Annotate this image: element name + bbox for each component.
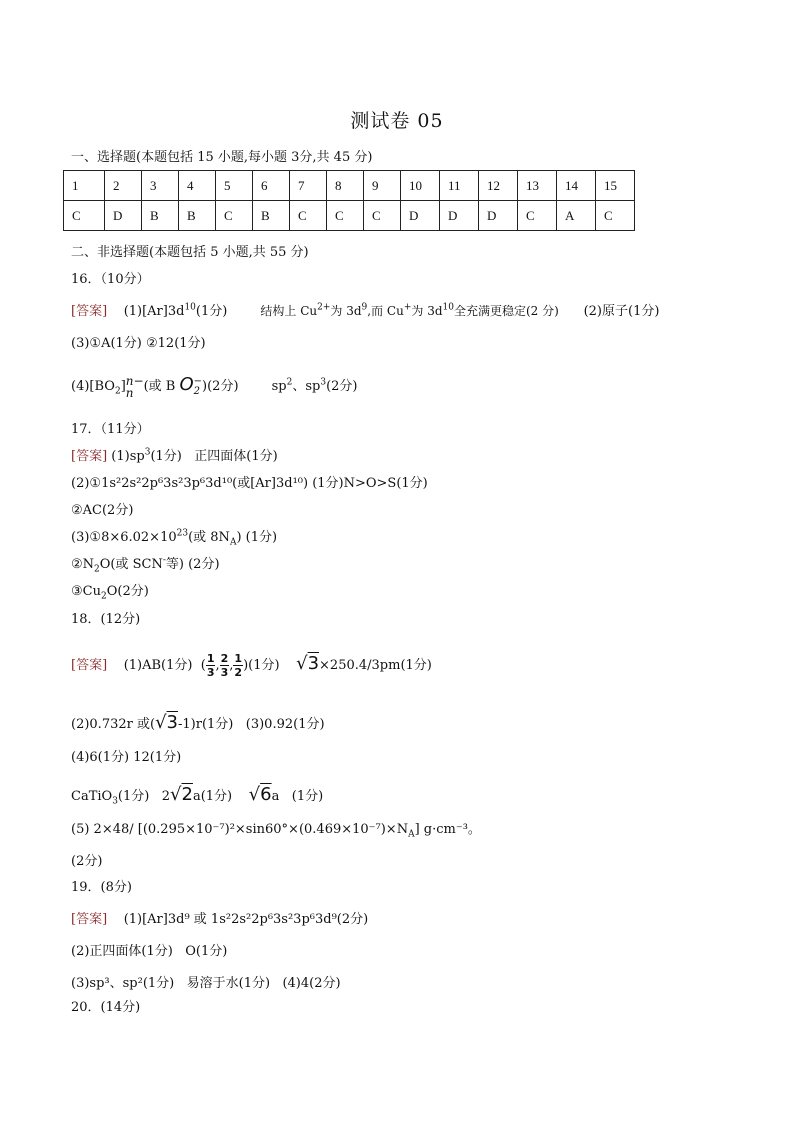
q16-line3	[71, 374, 357, 399]
q18-line4	[71, 784, 323, 805]
q16-line2: (3)①A(1分) ②12(1分)	[71, 336, 206, 351]
text: 2	[234, 666, 243, 679]
text: 为 3d	[411, 304, 443, 318]
table-cell-answer: C	[518, 201, 557, 231]
text: A	[408, 829, 415, 840]
text: a (1分)	[271, 789, 324, 804]
text: (或 8N	[188, 530, 230, 545]
table-cell-answer: D	[440, 201, 479, 231]
text: 2	[114, 386, 121, 397]
q18-header: 18．(12分)	[71, 612, 141, 627]
text: -1)r(1分) (3)0.92(1分)	[178, 717, 325, 732]
answer-tag: [答案]	[71, 912, 108, 927]
text: ] g·cm⁻³。	[414, 822, 481, 837]
table-cell-number: 6	[253, 171, 290, 201]
table-cell-number: 7	[290, 171, 327, 201]
text: ]	[120, 379, 126, 394]
table-cell-answer: C	[596, 201, 635, 231]
text: sp	[271, 379, 287, 394]
table-cell-answer: D	[105, 201, 142, 231]
sqrt-symbol: √3	[155, 712, 178, 733]
q18-line6: (2分)	[71, 854, 103, 869]
text: (或 B	[143, 379, 176, 394]
text: 3	[307, 653, 320, 674]
table-cell-answer: C	[327, 201, 364, 231]
table-cell-number: 3	[142, 171, 179, 201]
text: 全充满更稳定(2 分)	[453, 304, 559, 318]
text: 2+	[317, 302, 331, 313]
table-cell-answer: A	[557, 201, 596, 231]
text: (1)sp	[111, 449, 145, 464]
q17-header: 17．（11分）	[71, 422, 150, 437]
text: 10	[442, 302, 454, 313]
answer-tag: [答案]	[71, 449, 108, 464]
q18-line3: (4)6(1分) 12(1分)	[71, 750, 182, 765]
q20-header: 20．(14分)	[71, 1000, 141, 1015]
q18-line1: [答案] (1)AB(1分) ( $\frac{1}{3}$ , $\frac{2}{3}$ , $\frac{1}{2}$ )(1分) √3×250.4/3pm(1分)	[71, 652, 432, 679]
text: ③Cu	[71, 584, 101, 599]
text: 1	[234, 652, 243, 665]
text: ) (1分)	[236, 530, 278, 545]
text: ,而 Cu	[367, 304, 404, 318]
text: a(1分)	[192, 789, 233, 804]
text: (2分)	[326, 379, 358, 394]
text: (1)[Ar]3d⁹ 或 1s²2s²2p⁶3s²3p⁶3d⁹(2分)	[123, 912, 369, 927]
text: (4)[BO	[71, 379, 115, 394]
text: −	[193, 375, 203, 387]
table-cell-number: 1	[64, 171, 105, 201]
text: (2)0.732r 或(	[71, 717, 156, 732]
q17-line3: ②AC(2分)	[71, 503, 134, 518]
table-cell-answer: C	[216, 201, 253, 231]
answer-tag: [答案]	[71, 304, 108, 319]
table-cell-number: 10	[401, 171, 440, 201]
text: n	[125, 385, 134, 400]
text: ②N	[71, 557, 95, 572]
q18-line2	[71, 712, 325, 733]
text: 等) (2分)	[165, 557, 220, 572]
q17-line4	[71, 526, 278, 548]
table-cell-number: 8	[327, 171, 364, 201]
answer-key-table	[63, 170, 635, 231]
sqrt-symbol: √3	[296, 653, 320, 674]
text: O(2分)	[106, 584, 149, 599]
text: (1)[Ar]3d	[123, 304, 185, 319]
text: 2	[193, 385, 201, 397]
text: -	[162, 555, 166, 566]
q19-line3: (3)sp³、sp²(1分) 易溶于水(1分) (4)4(2分)	[71, 976, 341, 991]
text: 2	[100, 591, 107, 602]
sqrt-symbol: √6	[248, 784, 272, 805]
text: (3)①8×6.02×10	[71, 530, 177, 545]
table-cell-number: 9	[364, 171, 401, 201]
text: A	[229, 537, 237, 548]
table-cell-number: 14	[557, 171, 596, 201]
page-title: 测试卷 05	[350, 110, 444, 132]
text: +	[403, 302, 412, 313]
text: 2	[220, 652, 229, 665]
text: n−	[125, 373, 144, 388]
table-cell-number: 13	[518, 171, 557, 201]
table-cell-number: 4	[179, 171, 216, 201]
text: 23	[176, 528, 189, 539]
q16-header: 16．（10分）	[71, 272, 150, 287]
text: (1分) 2	[117, 789, 171, 804]
table-cell-number: 2	[105, 171, 142, 201]
table-row-numbers	[64, 171, 635, 201]
text: CaTiO	[71, 789, 113, 804]
text: (2)原子(1分)	[583, 304, 660, 319]
text: O	[179, 374, 194, 395]
text: 2	[181, 784, 193, 805]
text: (5) 2×48/ [(0.295×10⁻⁷)²×sin60°×(0.469×10⁻⁷)×N	[71, 822, 409, 837]
table-cell-answer: C	[290, 201, 327, 231]
fraction	[206, 652, 216, 679]
q17-line6	[71, 580, 149, 602]
q17-line2: (2)①1s²2s²2p⁶3s²3p⁶3d¹⁰(或[Ar]3d¹⁰) (1分)N>O>S(1分)	[71, 476, 428, 491]
text: (1分)	[195, 304, 228, 319]
text: 6	[260, 784, 272, 805]
section2-heading: 二、非选择题(本题包括 5 小题,共 55 分)	[71, 245, 309, 260]
table-cell-answer: B	[253, 201, 290, 231]
table-cell-number: 15	[596, 171, 635, 201]
table-cell-answer: C	[364, 201, 401, 231]
q19-line1	[71, 908, 368, 927]
table-cell-number: 11	[440, 171, 479, 201]
sqrt-symbol: √2	[170, 784, 193, 805]
text: (1分)	[248, 658, 280, 673]
table-cell-answer: D	[401, 201, 440, 231]
text: 1	[206, 652, 215, 665]
answer-tag: [答案]	[71, 658, 108, 673]
text: )(2分)	[202, 379, 239, 394]
text: 3	[220, 666, 229, 679]
q17-line1	[71, 445, 278, 464]
text: 9	[361, 302, 368, 313]
fraction	[220, 652, 230, 679]
q18-line5	[71, 818, 481, 840]
q19-header: 19．(8分)	[71, 880, 132, 895]
text: 3	[112, 796, 118, 807]
text: 结构上 Cu	[260, 304, 318, 318]
q16-line1	[71, 300, 659, 319]
text: 3	[144, 447, 151, 458]
table-cell-answer: B	[179, 201, 216, 231]
text: 2	[286, 377, 293, 388]
table-cell-answer: C	[64, 201, 105, 231]
text: (1)AB(1分)	[123, 658, 193, 673]
text: 3	[320, 377, 327, 388]
table-cell-number: 5	[216, 171, 253, 201]
text: 为 3d	[330, 304, 362, 318]
q17-line5	[71, 553, 220, 575]
text: 2	[94, 564, 100, 575]
text: 、sp	[292, 379, 321, 394]
table-cell-answer: B	[142, 201, 179, 231]
text: (1分) 正四面体(1分)	[150, 449, 278, 464]
text: 3	[166, 712, 178, 733]
table-row-answers	[64, 201, 635, 231]
text: 3	[206, 666, 215, 679]
fraction	[233, 652, 243, 679]
text: 10	[184, 302, 196, 313]
text: ×250.4/3pm(1分)	[319, 658, 432, 673]
section1-heading: 一、选择题(本题包括 15 小题,每小题 3分,共 45 分)	[71, 150, 373, 165]
table-cell-answer: D	[479, 201, 518, 231]
table-cell-number: 12	[479, 171, 518, 201]
text: O(或 SCN	[99, 557, 163, 572]
q19-line2: (2)正四面体(1分) O(1分)	[71, 944, 228, 959]
